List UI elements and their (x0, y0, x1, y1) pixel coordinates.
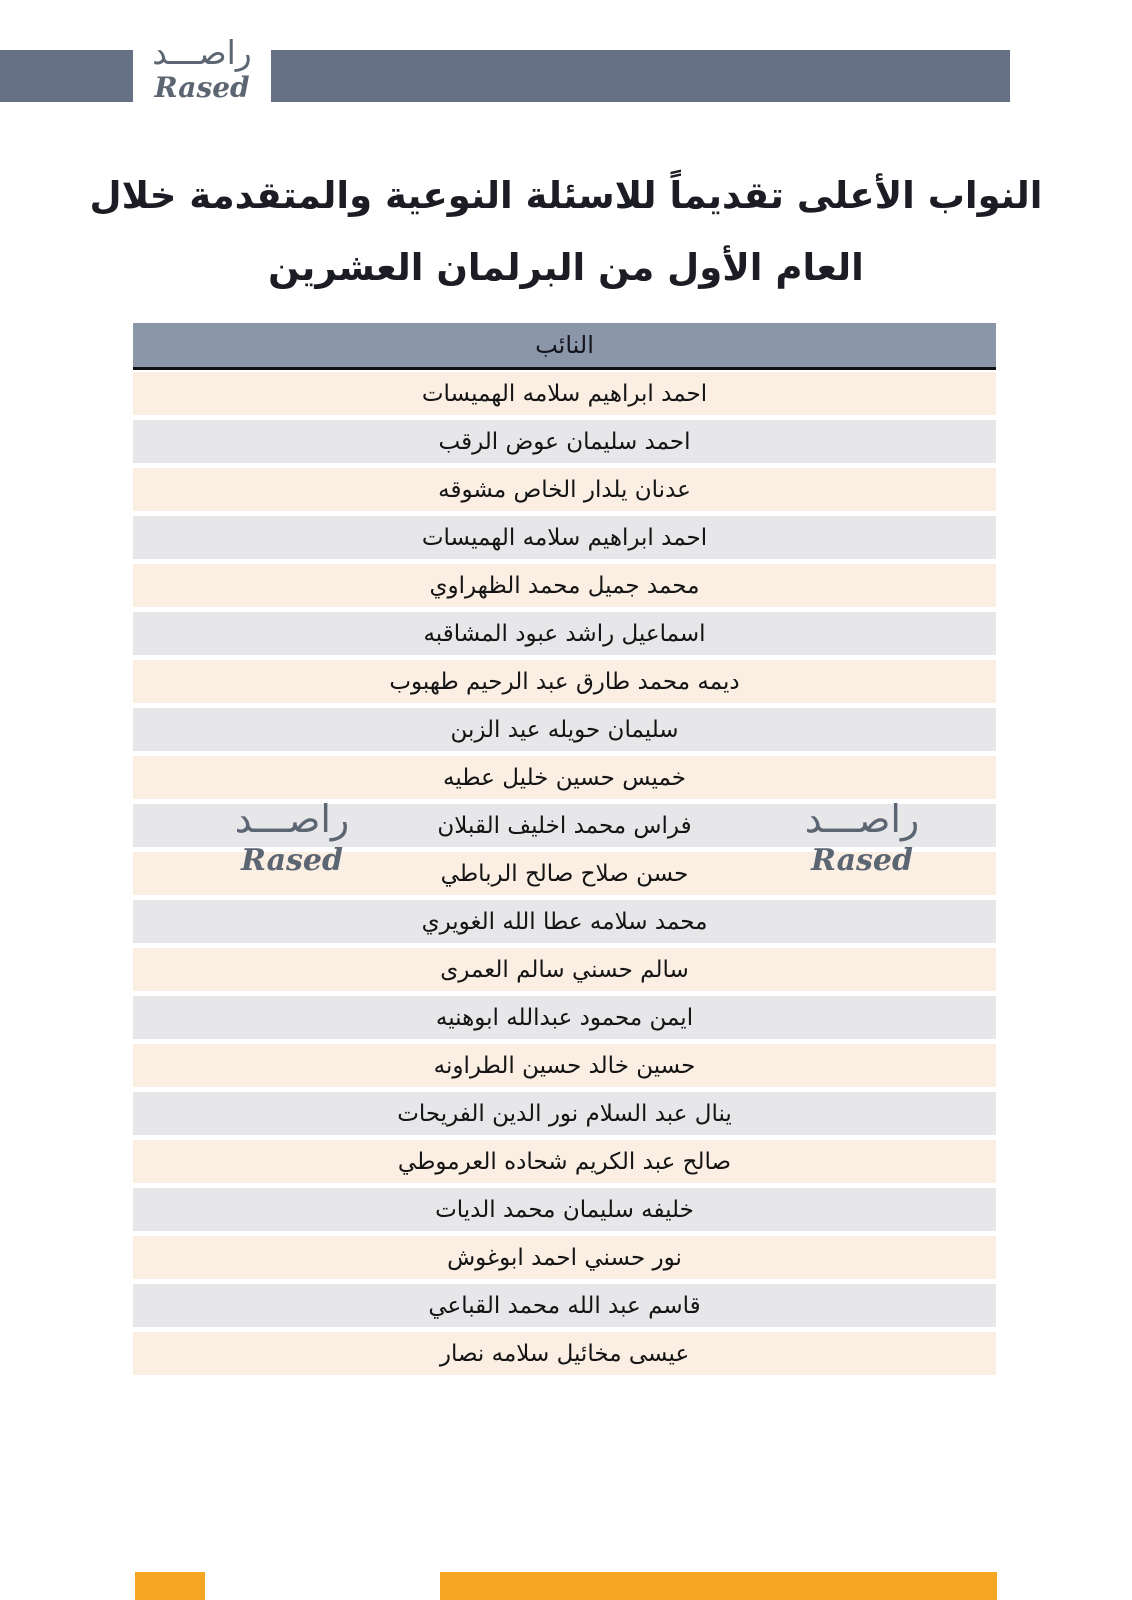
deputy-name: قاسم عبد الله محمد القباعي (428, 1292, 701, 1319)
footer-accent-square (135, 1572, 205, 1600)
rased-logo-arabic-wordmark: راصـــد (152, 33, 252, 72)
rased-watermark-left (222, 798, 362, 878)
page-title (0, 160, 1132, 304)
footer-accent-bar (440, 1572, 997, 1600)
deputy-name: حسن صلاح صالح الرباطي (440, 860, 689, 887)
deputy-name: عدنان يلدار الخاص مشوقه (438, 476, 691, 503)
deputy-name: محمد سلامه عطا الله الغويري (421, 908, 708, 935)
table-row (133, 1284, 996, 1327)
deputy-name: ديمه محمد طارق عبد الرحيم طهبوب (389, 668, 740, 695)
table-row (133, 372, 996, 415)
rased-watermark-right (792, 798, 932, 878)
deputy-name: ايمن محمود عبدالله ابوهنيه (435, 1004, 694, 1031)
table-row (133, 420, 996, 463)
table-row (133, 660, 996, 703)
table-row (133, 900, 996, 943)
deputy-name: سالم حسني سالم العمرى (440, 956, 689, 983)
table-row (133, 1140, 996, 1183)
rased-logo-latin-wordmark: Rased (154, 71, 250, 104)
table-row (133, 756, 996, 799)
table-row (133, 1188, 996, 1231)
deputy-name: نور حسني احمد ابوغوش (447, 1244, 682, 1271)
table-row (133, 1092, 996, 1135)
deputy-name: فراس محمد اخليف القبلان (437, 812, 692, 839)
deputy-name: عيسى مخائيل سلامه نصار (439, 1340, 690, 1367)
deputy-name: محمد جميل محمد الظهراوي (429, 572, 700, 599)
rased-logo (131, 33, 273, 104)
table-row (133, 612, 996, 655)
deputy-name: احمد ابراهيم سلامه الهميسات (421, 380, 708, 407)
rased-watermark-arabic: راصـــد (804, 797, 920, 841)
table-row (133, 468, 996, 511)
table-header-cell: النائب (133, 323, 996, 370)
table-row (133, 516, 996, 559)
rased-watermark-arabic: راصـــد (234, 797, 350, 841)
table-row (133, 948, 996, 991)
deputy-name: اسماعيل راشد عبود المشاقبه (423, 620, 706, 647)
table-row (133, 1332, 996, 1375)
deputy-name: احمد سليمان عوض الرقب (438, 428, 691, 455)
page-title-line1: النواب الأعلى تقديماً للاسئلة النوعية والمتقدمة خلال (89, 174, 1043, 217)
table-row (133, 564, 996, 607)
rased-watermark-latin: Rased (810, 843, 913, 878)
table-row (133, 996, 996, 1039)
deputy-name: حسين خالد حسين الطراونه (433, 1052, 696, 1079)
deputy-name: سليمان حويله عيد الزبن (450, 716, 679, 743)
deputy-name: صالح عبد الكريم شحاده العرموطي (397, 1148, 732, 1175)
table-row (133, 1236, 996, 1279)
table-row (133, 708, 996, 751)
top-band-left (0, 50, 133, 102)
deputy-name: خميس حسين خليل عطيه (443, 764, 686, 791)
page-title-line2: العام الأول من البرلمان العشرين (268, 246, 864, 289)
table-row (133, 1044, 996, 1087)
deputy-name: ينال عبد السلام نور الدين الفريحات (397, 1100, 732, 1127)
top-band-right (271, 50, 1010, 102)
deputy-name: احمد ابراهيم سلامه الهميسات (421, 524, 708, 551)
deputy-name: خليفه سليمان محمد الديات (435, 1196, 694, 1223)
rased-watermark-latin: Rased (240, 843, 343, 878)
